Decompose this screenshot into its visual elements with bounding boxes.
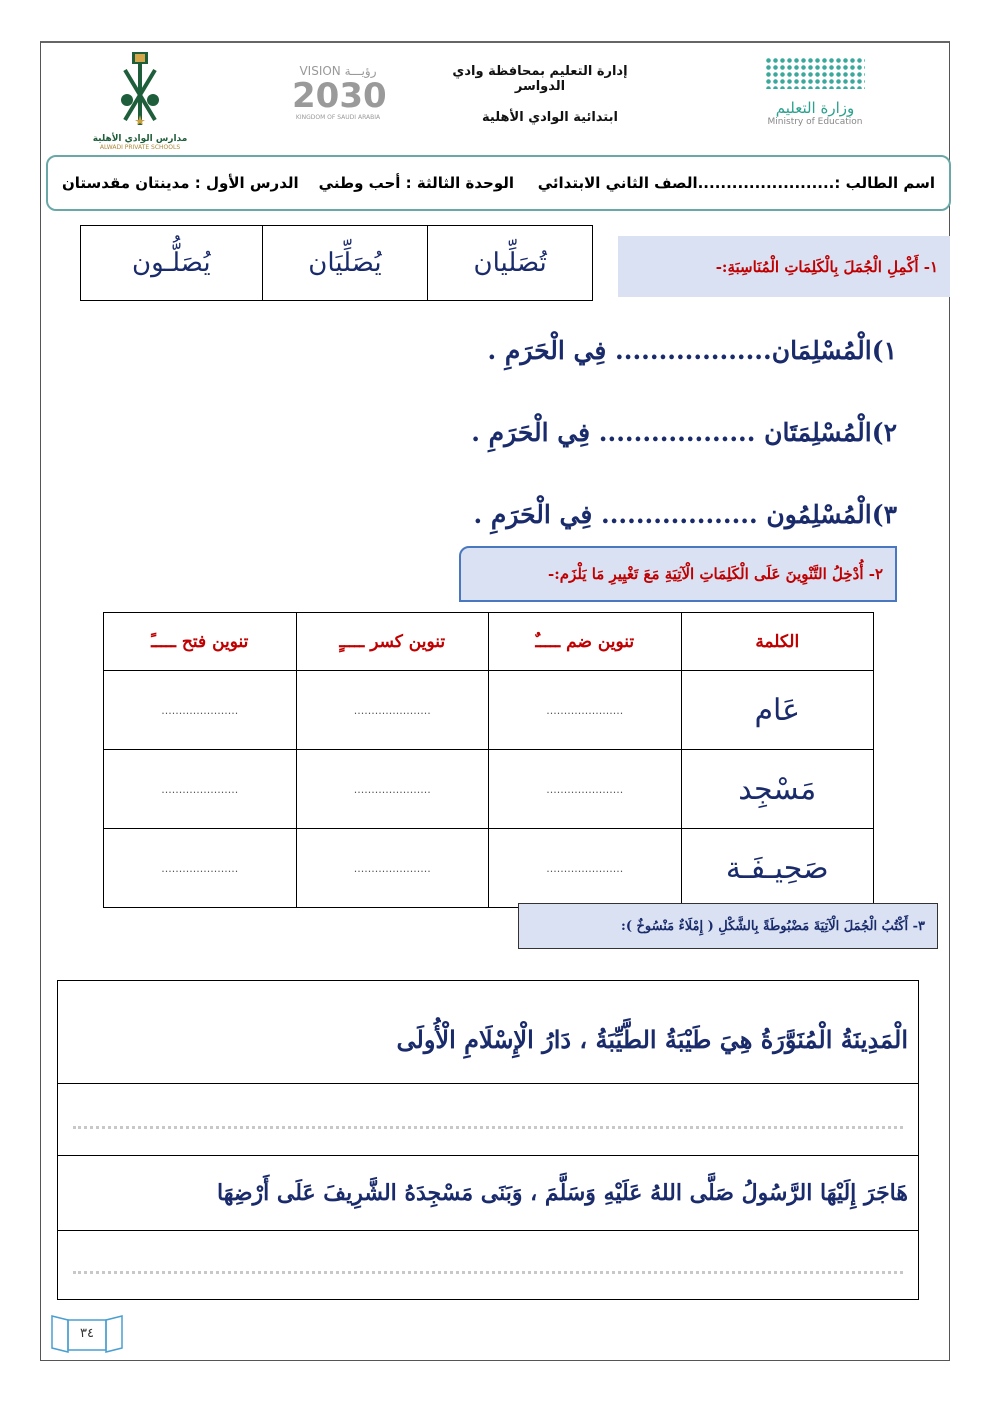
section3-instruction: ٣- أَكْتُبُ الْجُمَلَ الْآتِيَةَ مَضْبُوطَةً بِالشَّكْلِ ( إِمْلَاءٌ مَنْسُوخٌ ): [518, 903, 938, 949]
fill-sentence-2: ٢)الْمُسْلِمَتَان .................. فِي الْحَرَمِ . [471, 418, 897, 447]
vision-year: 2030 [292, 76, 387, 116]
vision-en: VISION [299, 64, 341, 78]
directorate: إدارة التعليم بمحافظة وادي الدواسر [452, 64, 628, 94]
school-name: ابتدائية الوادي الأهلية [482, 110, 618, 125]
table-header-row [104, 613, 874, 671]
answer-blank[interactable]: ...................... [489, 829, 682, 908]
grade-label: الصف الثاني الابتدائي [537, 174, 698, 192]
table-row [104, 829, 874, 908]
word-cell: صَحِيـفَـة [681, 829, 874, 908]
vision-ar: رؤيـــة [344, 64, 377, 78]
fill-sentence-1: ١)الْمُسْلِمَان.................. فِي الْحَرَمِ . [487, 336, 897, 365]
schools-name-en: ALWADI PRIVATE SCHOOLS [99, 144, 181, 151]
answer-blank[interactable]: ...................... [296, 671, 489, 750]
word-bank [80, 225, 593, 301]
word-cell: مَسْجِد [681, 750, 874, 829]
writing-line-1[interactable] [58, 1084, 918, 1156]
copy-sentence-2: هَاجَرَ إِلَيْهَا الرَّسُولُ صَلَّى اللهُ عَلَيْهِ وَسَلَّمَ ، وَبَنَى مَسْجِدَهُ الشَّرِيفَ عَلَى أَرْضِهَا [58, 1156, 918, 1231]
lesson-label: الدرس الأول : مدينتان مقدستان [62, 174, 299, 192]
student-info-bar [46, 155, 951, 211]
word-option[interactable]: يُصَلُّـون [132, 248, 211, 278]
word-option[interactable]: يُصَلِّيَان [262, 226, 428, 300]
table-row [104, 671, 874, 750]
tanween-table [103, 612, 874, 908]
school-logo [90, 50, 190, 151]
answer-blank[interactable]: ...................... [296, 750, 489, 829]
table-row [104, 750, 874, 829]
answer-blank[interactable]: ...................... [104, 671, 297, 750]
vision-2030-logo [292, 64, 387, 121]
ministry-name-ar: وزارة التعليم [775, 99, 855, 117]
page-number-badge [50, 1312, 124, 1356]
section2-instruction: ٢- أُدْخِلُ التَّنْوِينَ عَلَى الْكَلِمَاتِ الْآتِيَةِ مَعَ تَغْيِيرِ مَا يَلْزَم:- [459, 546, 897, 602]
page-number: ٣٤ [80, 1326, 94, 1341]
word-cell: عَام [681, 671, 874, 750]
writing-line-2[interactable] [58, 1231, 918, 1301]
palm-swords-icon [115, 50, 165, 130]
answer-blank[interactable]: ...................... [489, 671, 682, 750]
copy-sentence-1: الْمَدِينَةُ الْمُنَوَّرَةُ هِيَ طَيْبَةُ الطَّيِّبَةُ ، دَارُ الْإِسْلَامِ الْأُولَى [58, 981, 918, 1084]
header-word: الكلمة [681, 613, 874, 671]
student-name-field[interactable]: اسم الطالب :........................ [697, 174, 935, 192]
ministry-logo [735, 57, 895, 127]
copy-writing-box [57, 980, 919, 1300]
vision-country: KINGDOM OF SAUDI ARABIA [295, 114, 381, 121]
word-option[interactable]: تُصَلِّيان [427, 226, 592, 300]
answer-blank[interactable]: ...................... [489, 750, 682, 829]
unit-label: الوحدة الثالثة : أحب وطني [318, 174, 514, 192]
schools-name-ar: مدارس الوادي الأهلية [92, 134, 188, 144]
header-fatha: تنوين فتح ـــــً [104, 613, 297, 671]
ministry-name-en: Ministry of Education [767, 117, 863, 127]
header-kasra: تنوين كسر ـــــٍ [296, 613, 489, 671]
header-damma: تنوين ضم ـــــٌ [489, 613, 682, 671]
answer-blank[interactable]: ...................... [104, 750, 297, 829]
ministry-dots-icon [765, 57, 865, 89]
fill-sentence-3: ٣)الْمُسْلِمُون .................. فِي الْحَرَمِ . [473, 500, 897, 529]
answer-blank[interactable]: ...................... [296, 829, 489, 908]
answer-blank[interactable]: ...................... [104, 829, 297, 908]
section1-instruction: ١- أَكْمِلِ الْجُمَلَ بِالْكَلِمَاتِ الْمُنَاسِبَةِ:- [618, 236, 950, 297]
